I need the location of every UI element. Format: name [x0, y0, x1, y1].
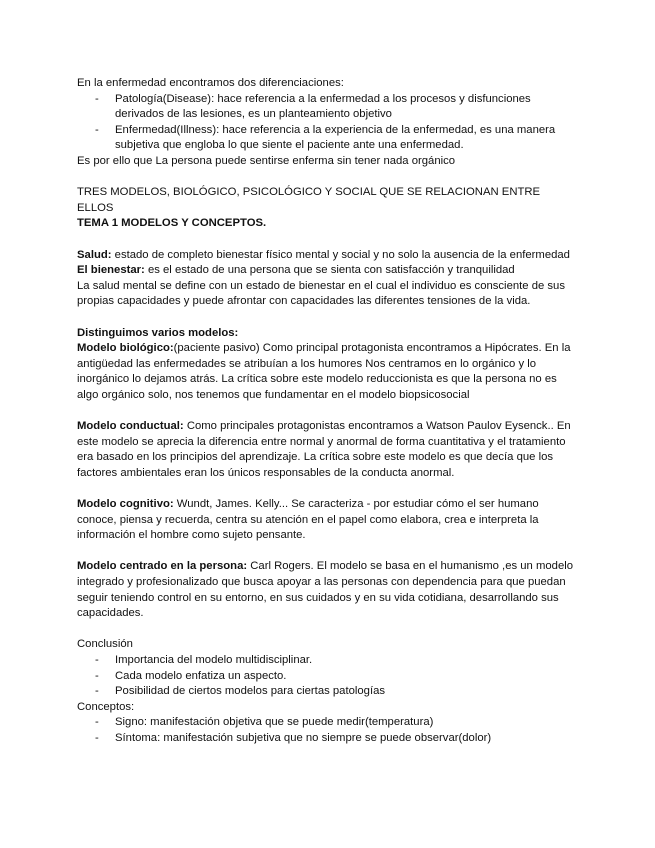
health-definition	[77, 248, 577, 264]
list-item: - Síntoma: manifestación subjetiva que no siempre se puede observar(dolor)	[115, 731, 577, 747]
health-label: Salud:	[77, 248, 112, 261]
intro-line: En la enfermedad encontramos dos diferenciaciones:	[77, 77, 344, 89]
cognitive-label: Modelo cognitivo:	[77, 498, 174, 511]
topic-title: TEMA 1 MODELOS Y CONCEPTOS.	[77, 217, 267, 230]
list-item-illness: - Enfermedad(Illness): hace referencia a la experiencia de la enfermedad, es una manera subjetiva que engloba lo que siente el paciente ante una enfermedad.	[115, 123, 577, 154]
person-centered-label: Modelo centrado en la persona:	[77, 560, 248, 573]
list-item: - Signo: manifestación objetiva que se puede medir(temperatura)	[115, 715, 577, 731]
biological-label: Modelo biológico:	[77, 342, 174, 355]
person-centered-model	[77, 559, 577, 621]
health-text: estado de completo bienestar físico mental y social y no solo la ausencia de la enfermedad	[111, 248, 570, 261]
wellbeing-label: El bienestar:	[77, 264, 145, 277]
models-heading: TRES MODELOS, BIOLÓGICO, PSICOLÓGICO Y SOCIAL QUE SE RELACIONAN ENTRE ELLOS	[77, 186, 541, 214]
conclusion-list	[77, 653, 577, 700]
biological-model	[77, 341, 577, 403]
list-item: - Cada modelo enfatiza un aspecto.	[115, 669, 577, 685]
document-page	[77, 76, 577, 747]
intro-closing: Es por ello que La persona puede sentirse enferma sin tener nada orgánico	[77, 154, 456, 167]
models-title: Distinguimos varios modelos:	[77, 326, 239, 339]
behavioral-text: Como principales protagonistas encontramos a Watson Paulov Eysenck.. En este modelo se aprecia la diferencia entre normal y anormal de forma cuantitativa y el tratamiento era basado en los principios del aprendizaje. La crítica sobre este modelo es que decía que los factores ambientales eran los únicos responsables de la conducta anormal.	[77, 420, 571, 479]
mental-health-definition: La salud mental se define con un estado de bienestar en el cual el individuo es consciente de sus propias capacidades y puede afrontar con capacidades las diferentes tensiones de la vida.	[77, 279, 565, 308]
cognitive-model	[77, 497, 577, 544]
concepts-title: Conceptos:	[77, 700, 135, 713]
behavioral-model	[77, 419, 577, 481]
list-item: - Posibilidad de ciertos modelos para ciertas patologías	[115, 684, 577, 700]
conclusion-title: Conclusión	[77, 638, 133, 651]
cognitive-text: Wundt, James. Kelly... Se caracteriza - por estudiar cómo el ser humano conoce, piensa y recuerda, centra su atención en el papel como elabora, crea e interpreta la información el hombre como sujeto pensante.	[77, 498, 539, 542]
concepts-list	[77, 715, 577, 746]
person-centered-text: Carl Rogers. El modelo se basa en el humanismo ,es un modelo integrado y profesionalizado que busca apoyar a las personas con dependencia para que puedan seguir teniendo control en su entorno, en sus cuidados y en su vida cotidiana, desarrollando sus capacidades.	[77, 560, 574, 620]
differentiation-list	[77, 92, 577, 154]
wellbeing-text: es el estado de una persona que se sienta con satisfacción y tranquilidad	[144, 264, 515, 277]
list-item-disease: - Patología(Disease): hace referencia a la enfermedad a los procesos y disfunciones derivados de las lesiones, es un planteamiento objetivo	[115, 92, 577, 123]
wellbeing-definition	[77, 263, 577, 279]
list-item: - Importancia del modelo multidisciplinar.	[115, 653, 577, 669]
behavioral-label: Modelo conductual:	[77, 420, 184, 433]
biological-text: (paciente pasivo) Como principal protagonista encontramos a Hipócrates. En la antigüedad las enfermedades se atribuían a los humores Nos centramos en lo orgánico y lo inorgánico lo dejamos atrás. La crítica sobre este modelo reduccionista es que la persona no es algo orgánico solo, nos tenemos que fundamentar en el modelo biopsicosocial	[77, 342, 571, 401]
